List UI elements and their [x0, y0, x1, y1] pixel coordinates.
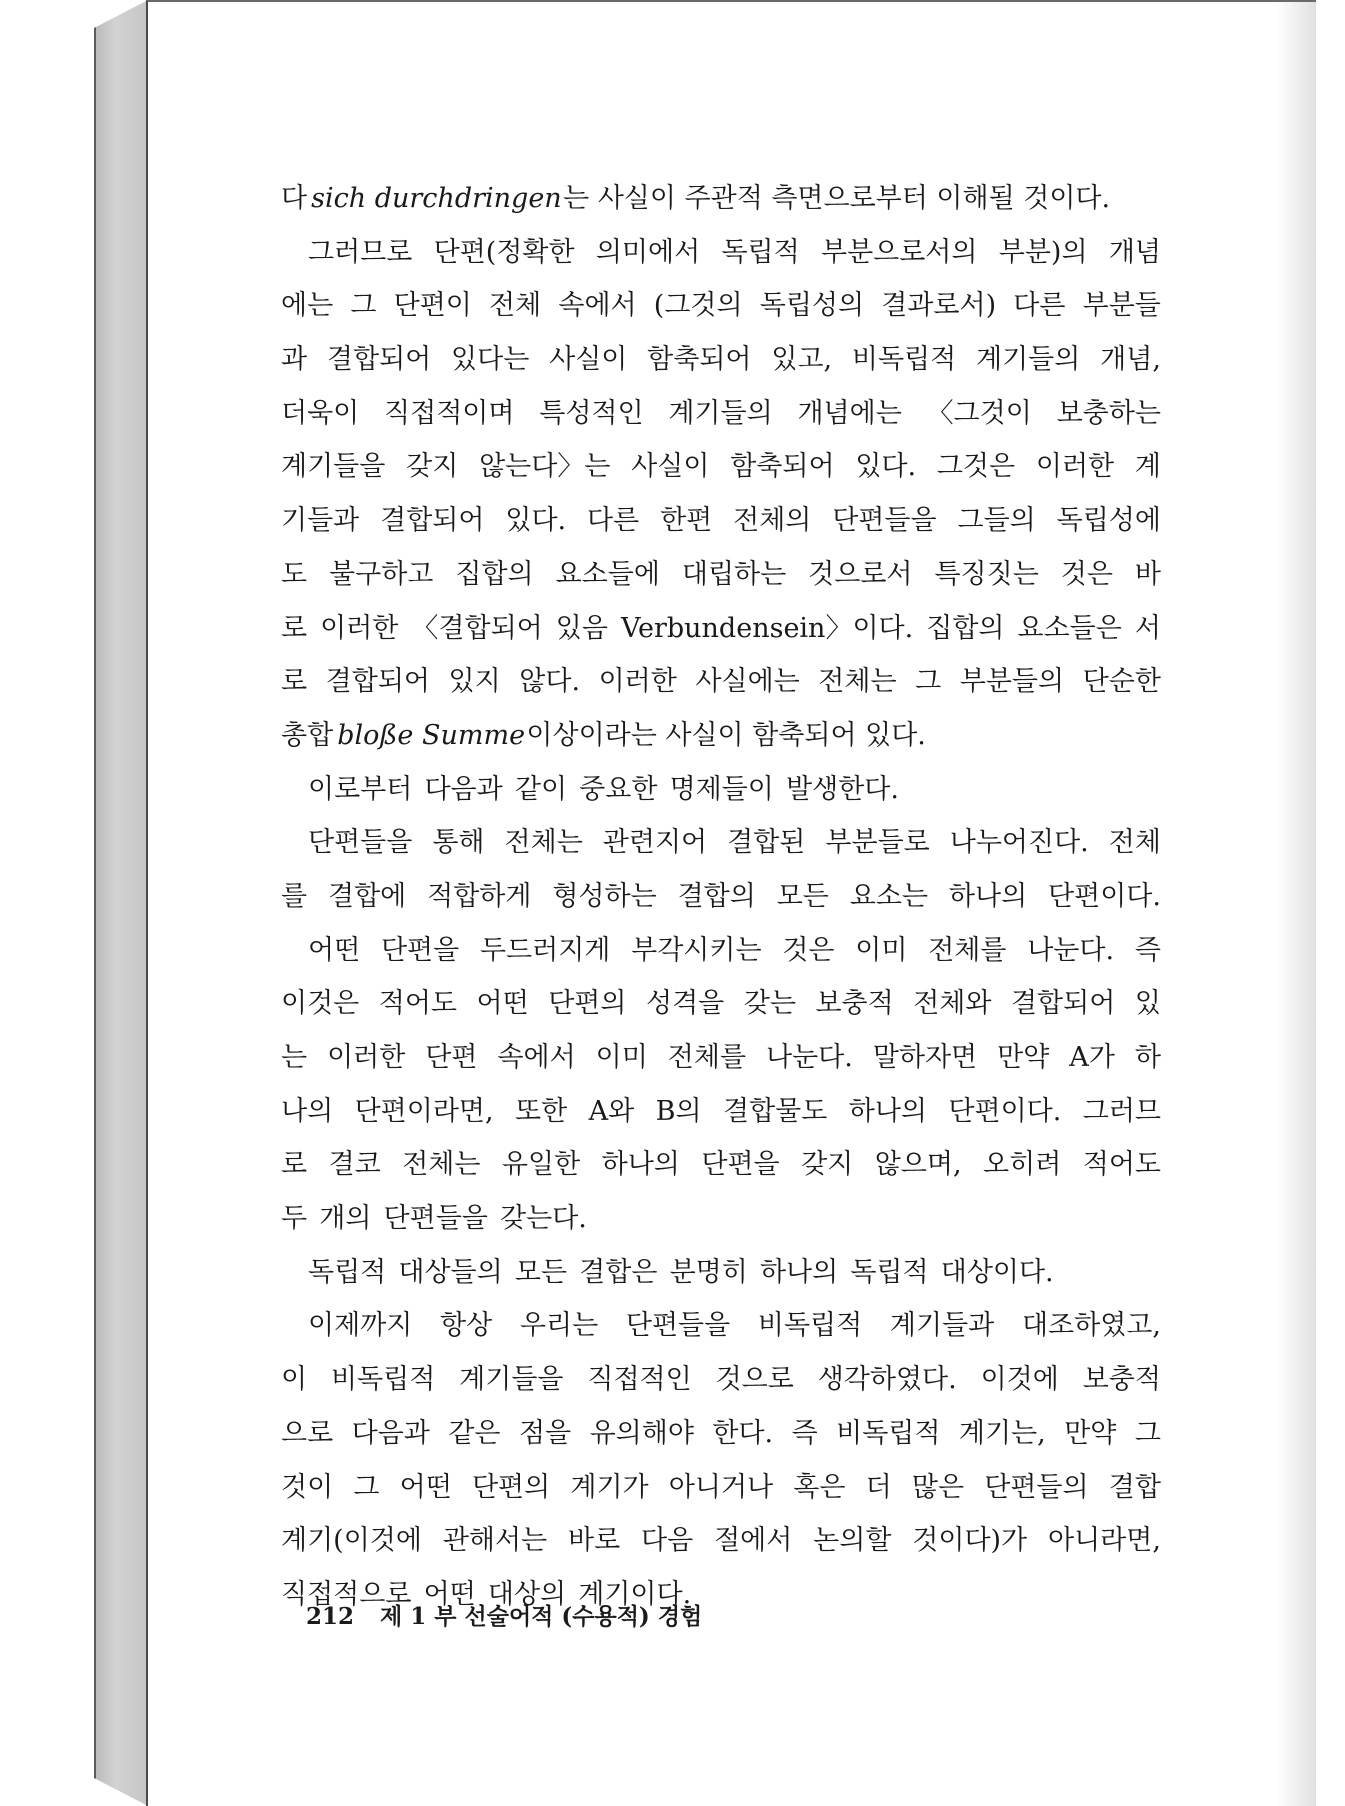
page-footer	[306, 1598, 702, 1631]
word: 중요한	[579, 773, 658, 805]
word: 전체는	[818, 666, 897, 698]
word: 계기들의	[668, 397, 773, 429]
word: 결합된	[727, 827, 806, 859]
word: 바	[1134, 558, 1161, 590]
word: 〈그것이	[926, 397, 1032, 429]
page-number: 212	[306, 1603, 355, 1630]
footer-title: 선술어적 (수용적) 경험	[464, 1603, 703, 1630]
word: 것이다)가	[912, 1525, 1028, 1557]
word: 항상	[440, 1310, 493, 1342]
word: 어떤	[423, 1578, 476, 1610]
word: 직접적으로	[281, 1578, 412, 1610]
word: B의	[655, 1095, 702, 1127]
word: 단편을	[701, 1149, 780, 1181]
word: 는 사실이 주관적 측면으로부터 이해될 것이다.	[563, 183, 1111, 214]
word: 절에서	[714, 1525, 793, 1557]
word: 총합	[281, 719, 334, 751]
text-line	[281, 226, 1161, 280]
word: 기들과	[281, 505, 360, 537]
word: 결합되어	[325, 666, 430, 698]
word: 점을	[518, 1417, 572, 1449]
word: 부분들의	[959, 666, 1065, 698]
word: 있고,	[771, 344, 833, 376]
word: 계기들과	[889, 1310, 995, 1342]
word: A가	[1069, 1042, 1115, 1073]
word: 있지	[448, 666, 501, 698]
word: 속에서	[558, 290, 637, 322]
word: 전체의	[733, 505, 812, 537]
word: 직접적이며	[384, 397, 515, 429]
word: 결합은	[579, 1256, 658, 1288]
word: 있다.	[505, 505, 567, 537]
word: 단편들을	[832, 505, 937, 537]
word: 단편이다.	[948, 1095, 1062, 1127]
word: 대상이다.	[940, 1256, 1054, 1288]
word: 이러한	[1035, 451, 1115, 483]
word: 하나의	[848, 1095, 927, 1127]
word: 독립성에	[1056, 505, 1161, 537]
word: 비독립적	[851, 344, 957, 376]
word: 대상들의	[398, 1256, 503, 1288]
word: 이미	[855, 934, 908, 966]
book-spine	[94, 0, 148, 1806]
word: 의미에서	[595, 236, 701, 268]
word: 결합에	[327, 880, 407, 912]
text-line	[281, 333, 1161, 387]
word: 다른	[587, 505, 640, 537]
word: 개념,	[1100, 344, 1161, 376]
word: 있다.	[855, 451, 917, 483]
word: 한편	[660, 505, 713, 537]
text-line	[281, 387, 1161, 441]
text-line	[281, 172, 1161, 226]
word: 특성적인	[539, 397, 644, 429]
word: 과	[281, 344, 308, 376]
word: 적어도	[1082, 1149, 1161, 1181]
word: 요소들에	[555, 558, 660, 590]
word: 않다.	[519, 666, 581, 698]
word: 하나의	[948, 880, 1028, 912]
word: 성격을	[645, 988, 725, 1020]
word: 로	[281, 1149, 308, 1181]
word: 로	[281, 612, 308, 644]
word: 어떤	[476, 988, 529, 1020]
word: 집합의	[926, 612, 1005, 644]
word: 으로	[281, 1417, 334, 1449]
word: 우리는	[519, 1310, 599, 1342]
word: 를	[281, 880, 308, 912]
word: 갖지	[801, 1149, 854, 1181]
word: 사실이	[549, 344, 628, 376]
word: 이러한	[327, 1042, 406, 1073]
word: 요소들은	[1017, 612, 1122, 644]
word: 특징짓는	[934, 558, 1039, 590]
word: 단편(정확한	[433, 236, 575, 268]
word: 나눈다.	[1027, 934, 1115, 966]
word: 있다는	[451, 344, 530, 376]
word: 개의	[319, 1203, 372, 1235]
word: 계	[1134, 451, 1161, 483]
word: 갖는	[743, 988, 796, 1020]
word: 독립적	[850, 1256, 929, 1288]
text-line	[281, 924, 1161, 978]
word: 같이	[514, 773, 568, 805]
text-line	[281, 1138, 1161, 1192]
word: 계기들을	[459, 1364, 564, 1396]
word: 부분으로서의	[820, 236, 978, 268]
word: 함축되어	[730, 451, 835, 483]
word: 않는다〉는	[479, 451, 611, 483]
word: 두	[281, 1203, 308, 1235]
word: 다른	[1013, 290, 1066, 322]
word: 계기(이것에	[281, 1525, 422, 1557]
word: 함축되어	[647, 344, 752, 376]
word: 로	[281, 666, 308, 698]
book-page	[146, 0, 1316, 1806]
word: 또한	[515, 1095, 568, 1127]
word: 갖지	[406, 451, 459, 483]
word: 적어도	[378, 988, 458, 1020]
word: 이미	[595, 1042, 648, 1073]
word: 대조하였고,	[1021, 1310, 1161, 1342]
text-line	[281, 763, 1161, 817]
word: 단편	[425, 1042, 478, 1073]
text-line	[281, 870, 1161, 924]
word: 부분들로	[825, 827, 930, 859]
word: 것은	[1060, 558, 1113, 590]
word: 발생한다.	[786, 773, 899, 805]
word: 불구하고	[329, 558, 434, 590]
text-line	[281, 1407, 1161, 1461]
word: 단편들을	[625, 1310, 731, 1342]
body-text	[281, 172, 1161, 1622]
word: 비독립적	[836, 1417, 941, 1449]
word: 더욱이	[281, 397, 360, 429]
text-line	[281, 1353, 1161, 1407]
word: 나의	[281, 1095, 334, 1127]
word: Verbundensein〉이다.	[620, 612, 914, 644]
word: 다	[281, 183, 308, 214]
text-line	[281, 494, 1161, 548]
text-line	[281, 1514, 1161, 1568]
word: 계기가	[570, 1471, 649, 1503]
word: 이것에	[980, 1364, 1059, 1396]
word: 한다.	[712, 1417, 774, 1449]
word: 개념	[1108, 236, 1161, 268]
word: 통해	[432, 827, 485, 859]
word: 많은	[911, 1471, 965, 1503]
word: 같은	[448, 1417, 501, 1449]
word: 모든	[776, 880, 829, 912]
text-line	[281, 977, 1161, 1031]
text-line	[281, 440, 1161, 494]
word: 에는	[281, 290, 334, 322]
word: 오히려	[983, 1149, 1062, 1181]
word: 부분)의	[998, 236, 1088, 268]
word: 다음과	[424, 773, 503, 805]
word: 있음	[555, 612, 608, 644]
word: 이로부터	[308, 773, 413, 805]
word: A와	[588, 1095, 635, 1127]
word: 그	[915, 666, 942, 698]
word: 단편을	[380, 934, 460, 966]
word: 하나의	[601, 1149, 680, 1181]
word: 결합의	[677, 880, 756, 912]
word: 그들의	[957, 505, 1036, 537]
word: 바로	[568, 1525, 621, 1557]
word: 전체는	[402, 1149, 481, 1181]
word: 직접적인	[587, 1364, 692, 1396]
word: 단편이	[393, 290, 472, 322]
word: 만약	[997, 1042, 1050, 1073]
word: 계기들을	[281, 451, 386, 483]
word: 어떤	[308, 934, 361, 966]
word: 그	[353, 1471, 380, 1503]
word: 비독립적	[330, 1364, 436, 1396]
word: 형성하는	[552, 880, 657, 912]
word: 단편들의	[984, 1471, 1089, 1503]
text-line	[281, 1246, 1161, 1300]
word: 적합하게	[427, 880, 532, 912]
word: 그러므	[1082, 1095, 1161, 1127]
word: 즉	[791, 1417, 818, 1449]
word: 이제까지	[308, 1310, 413, 1342]
text-line	[281, 1461, 1161, 1515]
word: 전체를	[928, 934, 1007, 966]
word: 보충하는	[1056, 397, 1161, 429]
word: 계기들의	[976, 344, 1081, 376]
word: 나눈다.	[766, 1042, 853, 1073]
word: 결합되어	[1010, 988, 1116, 1020]
word: 는	[281, 1042, 308, 1073]
word: 것이	[281, 1471, 334, 1503]
word: 관련지어	[602, 827, 708, 859]
word: 그러므로	[308, 236, 413, 268]
text-line	[281, 1031, 1161, 1085]
text-line	[281, 655, 1161, 709]
word: 아니거나	[668, 1471, 774, 1503]
word: 말하자면	[872, 1042, 978, 1073]
word: 있	[1134, 988, 1161, 1020]
word: 집합의	[455, 558, 534, 590]
word: 즉	[1134, 934, 1161, 966]
word: 생각하였다.	[817, 1364, 957, 1396]
word: 도	[281, 558, 308, 590]
word: 결코	[328, 1149, 381, 1181]
word: 다음과	[351, 1417, 430, 1449]
word: 것은	[782, 934, 835, 966]
word: 유의해야	[589, 1417, 694, 1449]
word: 분명히	[669, 1256, 748, 1288]
word: 단순한	[1082, 666, 1161, 698]
word: 것으로서	[808, 558, 913, 590]
word: 계기는,	[958, 1417, 1046, 1449]
word: 하나의	[759, 1256, 839, 1288]
word: 이러한	[320, 612, 399, 644]
word: 속에서	[497, 1042, 576, 1073]
page-shadow	[1276, 2, 1316, 1806]
word: 대립하는	[681, 558, 787, 590]
word: 더	[865, 1471, 892, 1503]
word: 사실에는	[695, 666, 800, 698]
word: 이	[281, 1364, 308, 1396]
word: 모든	[514, 1256, 568, 1288]
word: 전체	[1108, 827, 1161, 859]
word: 관해서는	[442, 1525, 548, 1557]
word: 보충적	[1082, 1364, 1161, 1396]
word: 개념에는	[797, 397, 902, 429]
word: 두드러지게	[479, 934, 611, 966]
word: 단편들을	[383, 1203, 488, 1235]
word: (그것의	[653, 290, 743, 322]
word: 아니라면,	[1048, 1525, 1161, 1557]
word: 명제들이	[669, 773, 774, 805]
word: 결합되어	[380, 505, 485, 537]
word: 그	[350, 290, 377, 322]
word: 전체는	[504, 827, 583, 859]
word: 결합되어	[326, 344, 432, 376]
word: 독립적	[721, 236, 800, 268]
word: 전체와	[913, 988, 992, 1020]
word: 부각시키는	[631, 934, 762, 966]
word: 그	[1134, 1417, 1161, 1449]
word: 서	[1134, 612, 1161, 644]
word: 단편이라면,	[354, 1095, 494, 1127]
word: 부분들	[1082, 290, 1161, 322]
word: 계기이다.	[578, 1578, 692, 1610]
word: 이것은	[281, 988, 360, 1020]
word: 혹은	[793, 1471, 846, 1503]
word: 〈결합되어	[411, 612, 543, 644]
word: bloße Summe	[337, 719, 526, 751]
word: 유일한	[501, 1149, 581, 1181]
word: 하	[1134, 1042, 1161, 1073]
text-line	[281, 602, 1161, 656]
word: 사실이	[631, 451, 710, 483]
word: 그것은	[936, 451, 1016, 483]
word: 논의할	[813, 1525, 892, 1557]
word: 결과로서)	[881, 290, 997, 322]
word: 갖는다.	[500, 1203, 587, 1235]
text-line	[281, 279, 1161, 333]
word: 요소는	[849, 880, 929, 912]
text-line	[281, 548, 1161, 602]
word: 단편의	[548, 988, 627, 1020]
text-line	[281, 1299, 1161, 1353]
word: 단편이다.	[1048, 880, 1161, 912]
word: 대상의	[487, 1578, 567, 1610]
word: 전체를	[667, 1042, 747, 1073]
word: 결합	[1108, 1471, 1161, 1503]
word: 나누어진다.	[949, 827, 1089, 859]
text-line	[281, 709, 1161, 763]
word: 않으며,	[874, 1149, 962, 1181]
word: 독립적	[308, 1256, 387, 1288]
word: 어떤	[399, 1471, 452, 1503]
word: 이러한	[598, 666, 677, 698]
word: 결합물도	[722, 1095, 828, 1127]
word: 독립성의	[759, 290, 865, 322]
text-line	[281, 1085, 1161, 1139]
word: 것으로	[715, 1364, 794, 1396]
word: 비독립적	[757, 1310, 863, 1342]
word: sich durchdringen	[311, 183, 562, 214]
word: 다음	[641, 1525, 694, 1557]
word: 전체	[489, 290, 542, 322]
text-line	[281, 816, 1161, 870]
word: 단편의	[471, 1471, 551, 1503]
word: 보충적	[815, 988, 894, 1020]
word: 단편들을	[308, 827, 413, 859]
text-line	[281, 1192, 1161, 1246]
word: 이상이라는 사실이 함축되어 있다.	[526, 719, 926, 751]
word: 만약	[1064, 1417, 1117, 1449]
footer-part: 제 1 부	[380, 1603, 457, 1630]
